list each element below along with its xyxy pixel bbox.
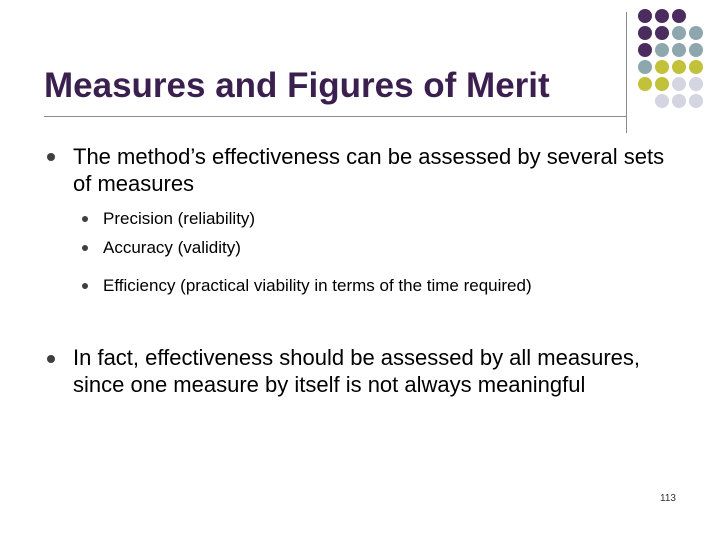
decorative-dot bbox=[655, 43, 669, 57]
decorative-dot bbox=[689, 26, 703, 40]
sub-bullet-2-text: Accuracy (validity) bbox=[103, 238, 241, 257]
bullet-1-marker bbox=[47, 153, 55, 161]
sub-bullet-2-marker bbox=[82, 245, 88, 251]
sub-bullet-1-marker bbox=[82, 216, 88, 222]
sub-bullet-3-text: Efficiency (practical viability in terms of the time required) bbox=[103, 276, 532, 295]
sub-bullet-1-text: Precision (reliability) bbox=[103, 209, 256, 228]
page-number: 113 bbox=[660, 493, 676, 504]
title-vertical-rule bbox=[626, 12, 627, 133]
bullet-2-marker bbox=[47, 355, 55, 363]
decorative-dot bbox=[672, 94, 686, 108]
decorative-dot bbox=[638, 77, 652, 91]
decorative-dot bbox=[672, 26, 686, 40]
decorative-dot bbox=[655, 9, 669, 23]
decorative-dot bbox=[689, 60, 703, 74]
decorative-dot bbox=[638, 43, 652, 57]
decorative-dot bbox=[672, 77, 686, 91]
bullet-2-text: In fact, effectiveness should be assessed by all measures, since one measure by itself is not always meaningful bbox=[73, 345, 641, 397]
decorative-dot bbox=[655, 26, 669, 40]
decorative-dot bbox=[689, 43, 703, 57]
decorative-dot bbox=[672, 9, 686, 23]
decorative-dot bbox=[689, 77, 703, 91]
title-underline bbox=[44, 116, 626, 117]
decorative-dot bbox=[638, 60, 652, 74]
decorative-dot bbox=[655, 94, 669, 108]
bullet-1-text: The method’s effectiveness can be assessed by several sets of measures bbox=[73, 144, 665, 196]
decorative-dot bbox=[638, 9, 652, 23]
decorative-dot bbox=[638, 26, 652, 40]
sub-bullet-3-marker bbox=[82, 283, 88, 289]
decorative-dot bbox=[689, 94, 703, 108]
slide-title: Measures and Figures of Merit bbox=[44, 66, 550, 105]
decorative-dot bbox=[655, 77, 669, 91]
decorative-dot bbox=[655, 60, 669, 74]
decorative-dot bbox=[672, 60, 686, 74]
decorative-dot bbox=[672, 43, 686, 57]
